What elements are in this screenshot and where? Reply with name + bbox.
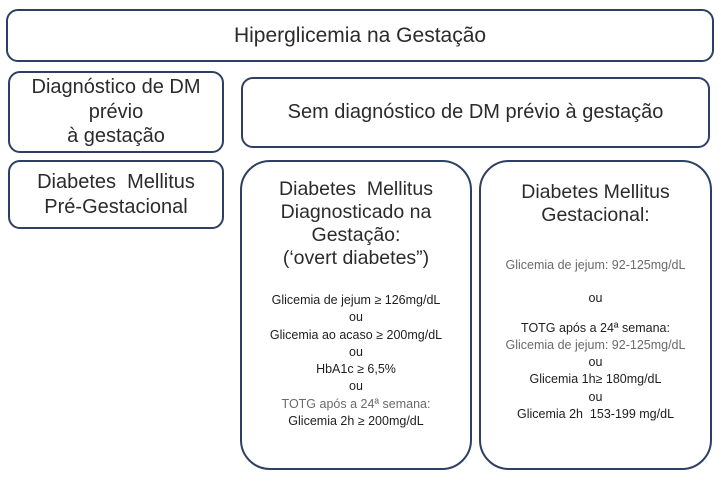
- overt-title-line: Gestação:: [311, 224, 401, 246]
- gestational-criterion: Glicemia 2h 153-199 mg/dL: [516, 406, 675, 421]
- overt-criterion: Glicemia 2h ≥ 200mg/dL: [288, 413, 424, 428]
- overt-title-line: Diagnosticado na: [280, 201, 432, 223]
- diagram-title: Hiperglicemia na Gestação: [233, 23, 487, 47]
- prior-diagnosis-line: à gestação: [67, 125, 165, 148]
- overt-criterion: Glicemia de jejum ≥ 126mg/dL: [271, 293, 441, 307]
- gestational-title-line: Diabetes Mellitus: [521, 181, 670, 203]
- pregestational-line: Pré-Gestacional: [44, 195, 188, 218]
- overt-criterion: HbA1c ≥ 6,5%: [316, 362, 396, 376]
- or-connector: ou: [349, 310, 363, 325]
- prior-diagnosis-line: prévio: [88, 100, 144, 123]
- prior-diagnosis-box: [8, 71, 224, 153]
- or-connector: ou: [588, 291, 603, 306]
- gestational-fasting-criterion: Glicemia de jejum: 92-125mg/dL: [505, 258, 686, 272]
- gestational-diabetes-box: [479, 160, 712, 470]
- or-connector: ou: [588, 355, 603, 369]
- gestational-criterion: Glicemia 1h≥ 180mg/dL: [529, 372, 662, 387]
- no-prior-diagnosis-box: [241, 77, 710, 148]
- prior-diagnosis-line: Diagnóstico de DM: [31, 76, 201, 99]
- overt-title-line: (‘overt diabetes”): [282, 247, 430, 269]
- overt-criterion: Glicemia ao acaso ≥ 200mg/dL: [269, 327, 443, 342]
- overt-criterion: TOTG após a 24ª semana:: [281, 396, 431, 411]
- gestational-title-line: Gestacional:: [541, 204, 650, 226]
- or-connector: ou: [349, 344, 363, 359]
- or-connector: ou: [588, 389, 603, 404]
- no-prior-diagnosis-label: Sem diagnóstico de DM prévio à gestação: [287, 101, 664, 124]
- overt-diabetes-box: [240, 160, 472, 470]
- gestational-criterion: Glicemia de jejum: 92-125mg/dL: [505, 337, 686, 352]
- or-connector: ou: [349, 379, 363, 394]
- pregestational-line: Diabetes Mellitus: [37, 171, 195, 194]
- overt-title-line: Diabetes Mellitus: [279, 178, 433, 200]
- title-box: [6, 9, 714, 62]
- pregestational-box: [8, 160, 224, 229]
- gestational-criterion: TOTG após a 24ª semana:: [521, 320, 670, 335]
